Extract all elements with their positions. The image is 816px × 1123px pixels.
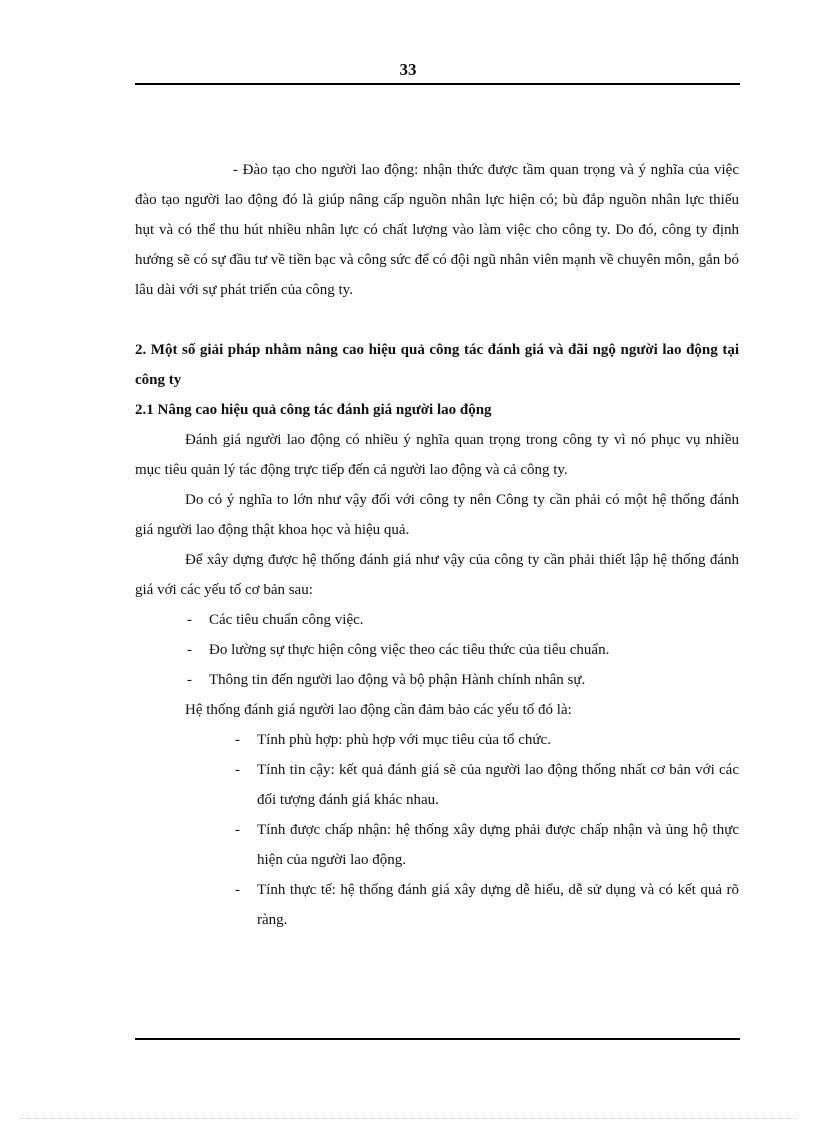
subsection-heading: 2.1 Nâng cao hiệu quả công tác đánh giá người lao động — [135, 402, 492, 418]
criteria-intro: Hệ thống đánh giá người lao động cần đảm bảo các yếu tố đó là: — [185, 702, 572, 718]
list-item-text: Các tiêu chuẩn công việc. — [209, 612, 364, 628]
body-paragraph: Để xây dựng được hệ thống đánh giá như vậy của công ty cần phải thiết lập hệ thống đánh giá với các yếu tố cơ bản sau: — [135, 552, 739, 598]
criteria-text: Tính được chấp nhận: hệ thống xây dựng phải được chấp nhận và ủng hộ thực hiện của người lao động. — [257, 822, 739, 868]
footer-rule — [135, 1038, 740, 1040]
criteria-item — [135, 755, 739, 815]
list-item — [135, 605, 739, 635]
dash-bullet: - — [187, 672, 192, 688]
dash-bullet: - — [235, 732, 240, 748]
section-heading: 2. Một số giải pháp nhằm nâng cao hiệu quả công tác đánh giá và đãi ngộ người lao động tại công ty — [135, 342, 739, 388]
dash-bullet: - — [235, 762, 240, 778]
header-rule — [135, 83, 740, 85]
dash-bullet: - — [187, 612, 192, 628]
criteria-text: Tính phù hợp: phù hợp với mục tiêu của tổ chức. — [257, 732, 551, 748]
criteria-text: Tính thực tế: hệ thống đánh giá xây dựng dễ hiểu, dễ sử dụng và có kết quả rõ ràng. — [257, 882, 739, 928]
dash-bullet: - — [187, 642, 192, 658]
criteria-item — [135, 725, 739, 755]
list-item — [135, 635, 739, 665]
list-item-text: Thông tin đến người lao động và bộ phận Hành chính nhân sự. — [209, 672, 586, 688]
intro-paragraph: - Đào tạo cho người lao động: nhận thức được tầm quan trọng và ý nghĩa của việc đào tạo người lao động đó là giúp nâng cấp nguồn nhân lực hiện có; bù đắp nguồn nhân lực thiếu hụt và có thể thu hút nhiều nhân lực có chất lượng vào làm việc cho công ty. Do đó, công ty định hướng sẽ có sự đầu tư về tiền bạc và công sức để có đội ngũ nhân viên mạnh về chuyên môn, gắn bó lâu dài với sự phát triển của công ty. — [135, 162, 739, 298]
list-item — [135, 665, 739, 695]
criteria-item — [135, 875, 739, 935]
body-paragraph: Do có ý nghĩa to lớn như vậy đối với công ty nên Công ty cần phải có một hệ thống đánh giá người lao động thật khoa học và hiệu quả. — [135, 492, 739, 538]
criteria-text: Tính tin cậy: kết quả đánh giá sẽ của người lao động thống nhất cơ bản với các đối tượng đánh giá khác nhau. — [257, 762, 739, 808]
page-edge-dots — [20, 1118, 796, 1119]
spacer — [135, 305, 739, 335]
list-item-text: Đo lường sự thực hiện công việc theo các tiêu thức của tiêu chuẩn. — [209, 642, 610, 658]
body-paragraph: Đánh giá người lao động có nhiều ý nghĩa quan trọng trong công ty vì nó phục vụ nhiều mục tiêu quản lý tác động trực tiếp đến cả người lao động và cả công ty. — [135, 432, 739, 478]
page-body — [135, 155, 739, 935]
dash-bullet: - — [235, 822, 240, 838]
criteria-item — [135, 815, 739, 875]
page-number: 33 — [399, 60, 417, 79]
dash-bullet: - — [235, 882, 240, 898]
